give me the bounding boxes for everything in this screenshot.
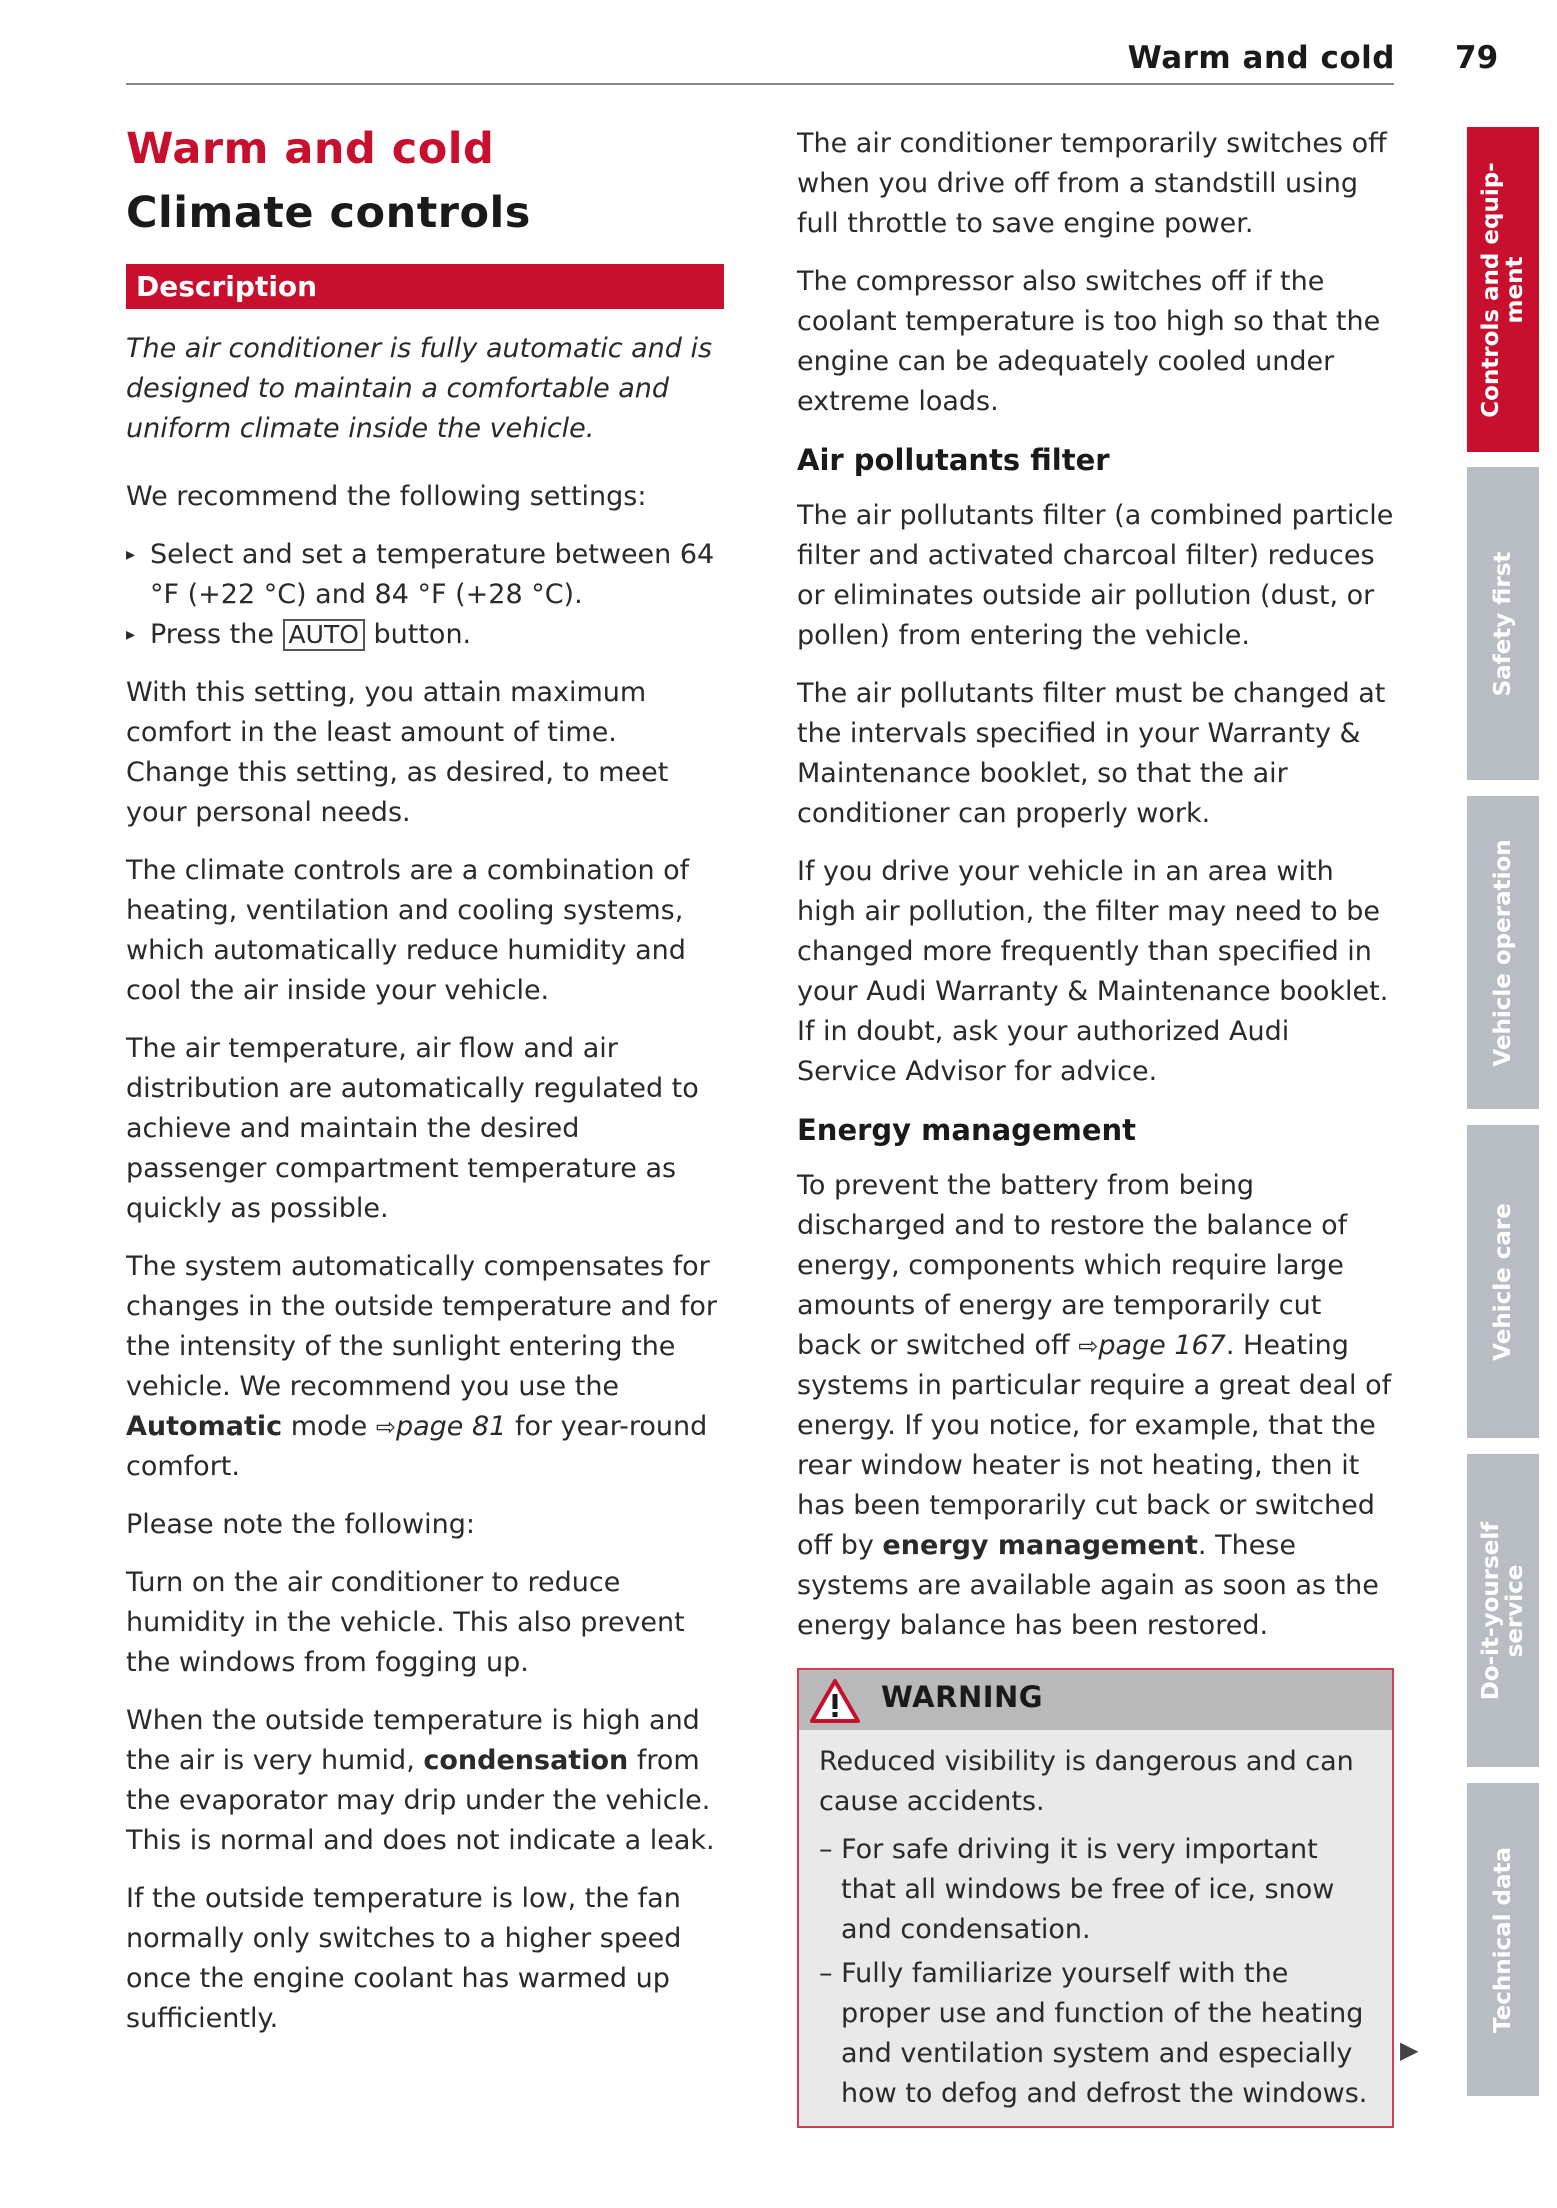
step-text-post: button. xyxy=(373,619,472,650)
paragraph: The compressor also switches off if the coolant temperature is too high so that the engine can be adequately cooled under extreme loads. xyxy=(797,266,1381,417)
page-reference-link[interactable]: page 167 xyxy=(1098,1330,1226,1361)
side-tab-operation[interactable] xyxy=(1467,796,1539,1109)
side-tab-safety[interactable] xyxy=(1467,467,1539,780)
step-text: Select and set a temperature between 64 °F (+22 °C) and 84 °F (+28 °C). xyxy=(150,539,715,610)
ref-arrow-icon: ⇨ xyxy=(1078,1332,1099,1360)
paragraph: The air conditioner temporarily switches off when you drive off from a standstill using full throttle to save engine power. xyxy=(797,128,1387,239)
text: The system automatically compensates for changes in the outside temperature and for the intensity of the sunlight entering the vehicle. We recommend you use the xyxy=(126,1251,718,1402)
side-tab-care[interactable] xyxy=(1467,1125,1539,1438)
side-tab-technical[interactable] xyxy=(1467,1783,1539,2096)
bold-term: Automatic xyxy=(126,1411,283,1442)
side-tab-label: Vehicle operation xyxy=(1490,838,1516,1067)
bullet-icon: ▸ xyxy=(126,544,136,565)
warning-title: WARNING xyxy=(881,1680,1044,1714)
paragraph: With this setting, you attain maximum comfort in the least amount of time. Change this setting, as desired, to meet your personal needs. xyxy=(126,677,669,828)
text: from the evaporator may drip under the vehicle. This is normal and does not indicate a leak. xyxy=(126,1745,715,1856)
running-head: Warm and cold xyxy=(1127,40,1395,76)
settings-steps xyxy=(126,535,724,655)
step-item xyxy=(126,535,724,615)
side-tab-label: Safety first xyxy=(1490,551,1516,696)
text: mode xyxy=(290,1411,368,1442)
paragraph: If you drive your vehicle in an area with high air pollution, the filter may need to be changed more frequently than specified in your Audi Warranty & Maintenance booklet. If in doubt, ask your authorized Audi Service Advisor for advice. xyxy=(797,856,1389,1087)
paragraph: If the outside temperature is low, the fan normally only switches to a higher speed once the engine coolant has warmed up sufficiently. xyxy=(126,1883,682,2034)
page-number: 79 xyxy=(1455,40,1499,76)
warning-box xyxy=(797,1668,1394,2128)
header-rule xyxy=(126,83,1394,85)
text: When the outside temperature is high and the air is very humid, xyxy=(126,1705,700,1776)
warning-intro: Reduced visibility is dangerous and can cause accidents. xyxy=(819,1746,1354,1817)
paragraph: The air pollutants filter (a combined particle filter and activated charcoal filter) reduces or eliminates outside air pollution (dust, or pollen) from entering the vehicle. xyxy=(797,500,1394,651)
auto-key-label: AUTO xyxy=(283,619,365,651)
warning-item: – For safe driving it is very important that all windows be free of ice, snow and condensation. xyxy=(819,1834,1335,1945)
right-column xyxy=(797,124,1394,2128)
step-item xyxy=(126,615,724,655)
warning-item: – Fully familiarize yourself with the proper use and function of the heating and ventilation system and especially how to defog and defrost the windows. xyxy=(819,1958,1368,2109)
ref-arrow-icon: ⇨ xyxy=(375,1413,396,1441)
text: . These systems are available again as soon as the energy balance has been restored. xyxy=(797,1530,1379,1641)
text: To prevent the battery from being discharged and to restore the balance of energy, components which require large amounts of energy are temporarily cut back or switched off xyxy=(797,1170,1348,1361)
side-tab-controls[interactable] xyxy=(1467,127,1539,452)
bullet-icon: ▸ xyxy=(126,624,136,645)
chapter-title: Warm and cold xyxy=(126,124,495,174)
recommend-paragraph: We recommend the following settings: xyxy=(126,481,647,512)
subheading-energy: Energy management xyxy=(797,1113,1137,1147)
paragraph: The climate controls are a combination of heating, ventilation and cooling systems, which automatically reduce humidity and cool the air inside your vehicle. xyxy=(126,855,690,1006)
side-tab-label: Vehicle care xyxy=(1490,1202,1516,1361)
paragraph xyxy=(126,1701,724,1861)
text: . Heating systems in particular require a great deal of energy. If you notice, for example, that the rear window heater is not heating, then it has been temporarily cut back or switched off by xyxy=(797,1330,1392,1561)
warning-header xyxy=(799,1670,1392,1730)
page-reference-link[interactable]: page 81 xyxy=(395,1411,507,1442)
paragraph xyxy=(797,1166,1394,1646)
subsection-bar: Description xyxy=(126,264,724,309)
bold-term: energy management xyxy=(882,1530,1198,1561)
warning-triangle-icon xyxy=(809,1678,861,1724)
warning-body xyxy=(799,1730,1392,2126)
paragraph: The air pollutants filter must be changed at the intervals specified in your Warranty & Maintenance booklet, so that the air conditioner can properly work. xyxy=(797,678,1386,829)
side-tab-label: Technical data xyxy=(1490,1846,1516,2033)
paragraph xyxy=(126,1247,724,1487)
step-text-pre: Press the xyxy=(150,619,274,650)
text: for year-round comfort. xyxy=(126,1411,708,1482)
side-tab-label: Controls and equip- ment xyxy=(1478,161,1528,418)
left-column xyxy=(126,120,724,2057)
subheading-filter: Air pollutants filter xyxy=(797,443,1110,477)
side-tab-label: Do-it-yourself service xyxy=(1478,1521,1528,1700)
side-tab-diy[interactable] xyxy=(1467,1454,1539,1767)
section-title: Climate controls xyxy=(126,188,531,238)
continue-arrow-icon: ▶ xyxy=(1400,2036,1419,2064)
paragraph: Turn on the air conditioner to reduce humidity in the vehicle. This also prevent the windows from fogging up. xyxy=(126,1567,685,1678)
paragraph: The air temperature, air flow and air distribution are automatically regulated to achieve and maintain the desired passenger compartment temperature as quickly as possible. xyxy=(126,1033,699,1224)
intro-paragraph: The air conditioner is fully automatic and is designed to maintain a comfortable and uniform climate inside the vehicle. xyxy=(126,333,713,444)
paragraph: Please note the following: xyxy=(126,1509,475,1540)
bold-term: condensation xyxy=(423,1745,629,1776)
